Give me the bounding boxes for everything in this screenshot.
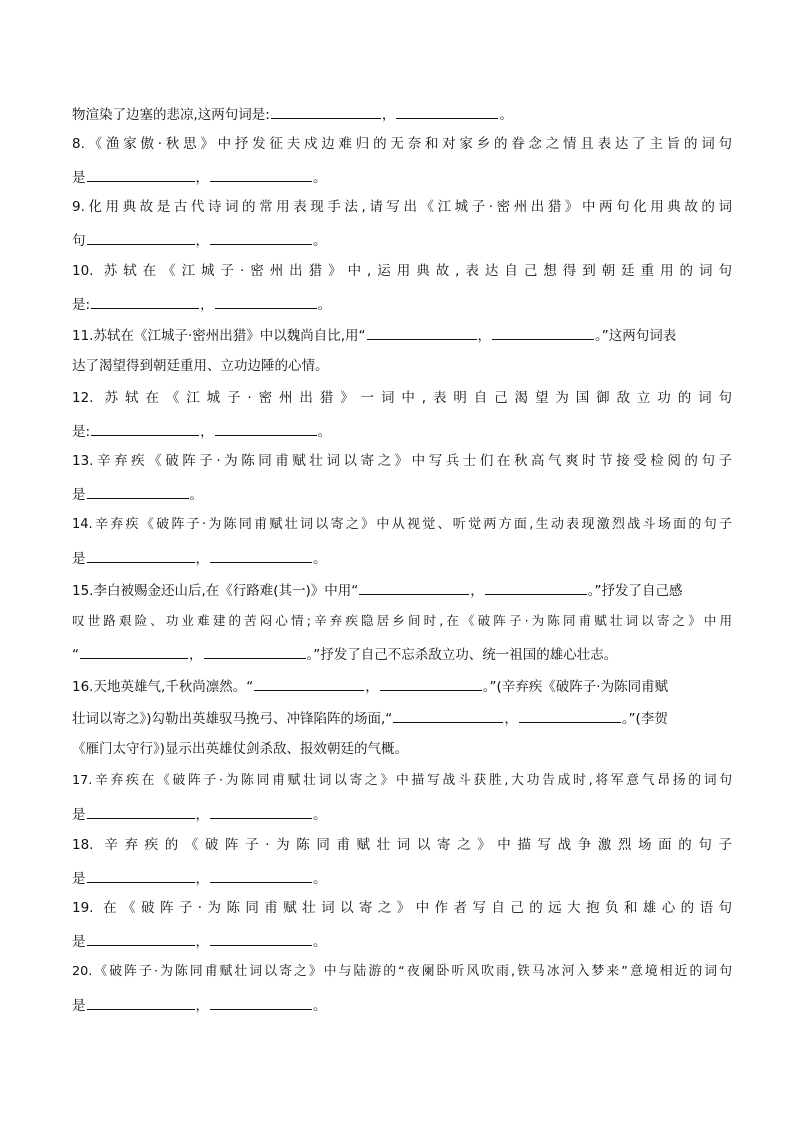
answer-blank[interactable] bbox=[254, 676, 364, 691]
answer-blank[interactable] bbox=[210, 548, 312, 563]
question-12: 12. 苏轼在《江城子·密州出猎》一词中,表明自己渴望为国御敌立功的词句 bbox=[72, 390, 732, 406]
question-13: 13.辛弃疾《破阵子·为陈同甫赋壮词以寄之》中写兵士们在秋高气爽时节接受检阅的句子 bbox=[72, 453, 732, 469]
answer-blank[interactable] bbox=[210, 868, 312, 883]
answer-blank[interactable] bbox=[204, 644, 306, 659]
question-15: 15.李白被赐金还山后,在《行路难(其一)》中用“ ， 。”抒发了自己感 bbox=[72, 580, 732, 600]
question-16-cont: 壮词以寄之》)勾勒出英雄驭马挽弓、冲锋陷阵的场面,“ ， 。”(李贺 bbox=[72, 708, 732, 728]
question-18-answer: 是 ， 。 bbox=[72, 868, 732, 888]
answer-blank[interactable] bbox=[87, 868, 195, 883]
answer-blank[interactable] bbox=[87, 804, 195, 819]
answer-blank[interactable] bbox=[87, 484, 189, 499]
question-10: 10. 苏轼在《江城子·密州出猎》中,运用典故,表达自己想得到朝廷重用的词句 bbox=[72, 263, 732, 279]
answer-blank[interactable] bbox=[519, 708, 621, 723]
answer-blank[interactable] bbox=[393, 708, 503, 723]
question-20-answer: 是 ， 。 bbox=[72, 995, 732, 1015]
answer-blank[interactable] bbox=[210, 167, 312, 182]
question-15-answer: “ ， 。”抒发了自己不忘杀敌立功、统一祖国的雄心壮志。 bbox=[72, 644, 732, 664]
question-14-answer: 是 ， 。 bbox=[72, 548, 732, 568]
question-17: 17.辛弃疾在《破阵子·为陈同甫赋壮词以寄之》中描写战斗获胜,大功告成时,将军意气昂扬的词句 bbox=[72, 773, 732, 788]
answer-blank[interactable] bbox=[396, 104, 498, 119]
line-text: 物渲染了边塞的悲凉,这两句词是: bbox=[72, 107, 270, 123]
question-16-end: 《雁门太守行》)显示出英雄仗剑杀敌、报效朝廷的气概。 bbox=[72, 741, 409, 757]
answer-blank[interactable] bbox=[80, 644, 188, 659]
answer-blank[interactable] bbox=[91, 421, 199, 436]
answer-blank[interactable] bbox=[380, 676, 482, 691]
answer-blank[interactable] bbox=[492, 325, 594, 340]
answer-blank[interactable] bbox=[485, 580, 587, 595]
question-9-answer: 句 ， 。 bbox=[72, 230, 732, 250]
question-9: 9.化用典故是古代诗词的常用表现手法,请写出《江城子·密州出猎》中两句化用典故的词 bbox=[72, 199, 732, 215]
answer-blank[interactable] bbox=[367, 325, 477, 340]
answer-blank[interactable] bbox=[210, 804, 312, 819]
answer-blank[interactable] bbox=[210, 931, 312, 946]
answer-blank[interactable] bbox=[87, 548, 195, 563]
answer-blank[interactable] bbox=[87, 167, 195, 182]
answer-blank[interactable] bbox=[87, 230, 195, 245]
question-14: 14.辛弃疾《破阵子·为陈同甫赋壮词以寄之》中从视觉、听觉两方面,生动表现激烈战斗场面的句子 bbox=[72, 517, 732, 532]
question-10-answer: 是: ， 。 bbox=[72, 294, 732, 314]
question-15-cont: 叹世路艰险、功业难建的苦闷心情;辛弃疾隐居乡间时,在《破阵子·为陈同甫赋壮词以寄之》中用 bbox=[72, 613, 732, 628]
answer-blank[interactable] bbox=[359, 580, 469, 595]
answer-blank[interactable] bbox=[271, 104, 381, 119]
question-13-answer: 是 。 bbox=[72, 484, 732, 504]
answer-blank[interactable] bbox=[215, 421, 317, 436]
answer-blank[interactable] bbox=[210, 995, 312, 1010]
answer-blank[interactable] bbox=[87, 931, 195, 946]
answer-blank[interactable] bbox=[210, 230, 312, 245]
question-19: 19. 在《破阵子·为陈同甫赋壮词以寄之》中作者写自己的远大抱负和雄心的语句 bbox=[72, 900, 732, 916]
question-11: 11.苏轼在《江城子·密州出猎》中以魏尚自比,用“ ， 。”这两句词表 bbox=[72, 325, 732, 345]
question-20: 20.《破阵子·为陈同甫赋壮词以寄之》中与陆游的“夜阑卧听风吹雨,铁马冰河入梦来”意境相近的词句 bbox=[72, 964, 732, 979]
question-18: 18. 辛弃疾的《破阵子·为陈同甫赋壮词以寄之》中描写战争激烈场面的句子 bbox=[72, 837, 732, 853]
question-8: 8.《渔家傲·秋思》中抒发征夫戍边难归的无奈和对家乡的眷念之情且表达了主旨的词句 bbox=[72, 136, 732, 152]
line-intro: 物渲染了边塞的悲凉,这两句词是: ， 。 bbox=[72, 104, 732, 124]
answer-blank[interactable] bbox=[87, 995, 195, 1010]
question-19-answer: 是 ， 。 bbox=[72, 931, 732, 951]
question-16: 16.天地英雄气,千秋尚凛然。“ ， 。”(辛弃疾《破阵子·为陈同甫赋 bbox=[72, 676, 732, 696]
question-11-cont: 达了渴望得到朝廷重用、立功边陲的心情。 bbox=[72, 358, 329, 374]
answer-blank[interactable] bbox=[215, 294, 317, 309]
question-8-answer: 是 ， 。 bbox=[72, 167, 732, 187]
question-17-answer: 是 ， 。 bbox=[72, 804, 732, 824]
question-12-answer: 是: ， 。 bbox=[72, 421, 732, 441]
answer-blank[interactable] bbox=[91, 294, 199, 309]
